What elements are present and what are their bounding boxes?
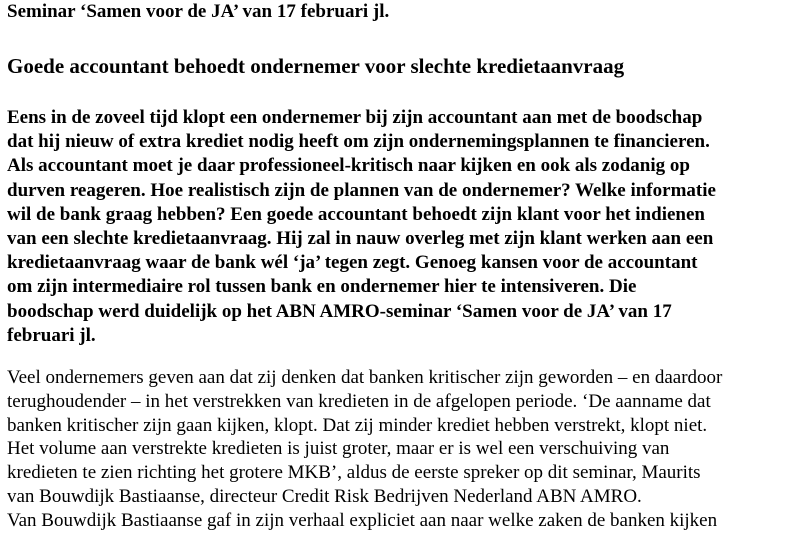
lead-line: durven reageren. Hoe realistisch zijn de plannen van de ondernemer? Welke informatie: [7, 179, 716, 201]
lead-line: Eens in de zoveel tijd klopt een ondernemer bij zijn accountant aan met de boodschap: [7, 107, 703, 128]
body-line: Veel ondernemers geven aan dat zij denken dat banken kritischer zijn geworden – en daardoor: [7, 367, 723, 388]
body-paragraph: [7, 366, 722, 533]
lead-line: kredietaanvraag waar de bank wél ‘ja’ tegen zegt. Genoeg kansen voor de accountant: [7, 252, 698, 274]
lead-line: dat hij nieuw of extra krediet nodig heeft om zijn ondernemingsplannen te financieren.: [7, 131, 710, 153]
lead-line: boodschap werd duidelijk op het ABN AMRO-seminar ‘Samen voor de JA’ van 17: [7, 300, 672, 322]
lead-line: Als accountant moet je daar professioneel-kritisch naar kijken en ook als zodanig op: [7, 155, 690, 177]
lead-paragraph: [7, 106, 716, 348]
kicker: Seminar ‘Samen voor de JA’ van 17 februari jl.: [7, 1, 390, 22]
lead-line: van een slechte kredietaanvraag. Hij zal in nauw overleg met zijn klant werken aan een: [7, 228, 714, 250]
body-line: Het volume aan verstrekte kredieten is juist groter, maar er is wel een verschuiving van: [7, 438, 670, 460]
body-line: banken kritischer zijn gaan kijken, klopt. Dat zij minder krediet hebben verstrekt, klopt niet.: [7, 414, 708, 436]
lead-line: wil de bank graag hebben? Een goede accountant behoedt zijn klant voor het indienen: [7, 203, 705, 225]
headline: Goede accountant behoedt ondernemer voor slechte kredietaanvraag: [7, 54, 625, 78]
body-line: kredieten te zien richting het grotere MKB’, aldus de eerste spreker op dit seminar, Maurits: [7, 462, 701, 484]
body-line: terughoudender – in het verstrekken van kredieten in de afgelopen periode. ‘De aanname dat: [7, 390, 711, 412]
lead-line: februari jl.: [7, 324, 96, 346]
body-line: Van Bouwdijk Bastiaanse gaf in zijn verhaal expliciet aan naar welke zaken de banken kijken: [7, 509, 718, 531]
lead-line: om zijn intermediaire rol tussen bank en ondernemer hier te intensiveren. Die: [7, 276, 637, 298]
body-line: van Bouwdijk Bastiaanse, directeur Credit Risk Bedrijven Nederland ABN AMRO.: [7, 485, 642, 507]
